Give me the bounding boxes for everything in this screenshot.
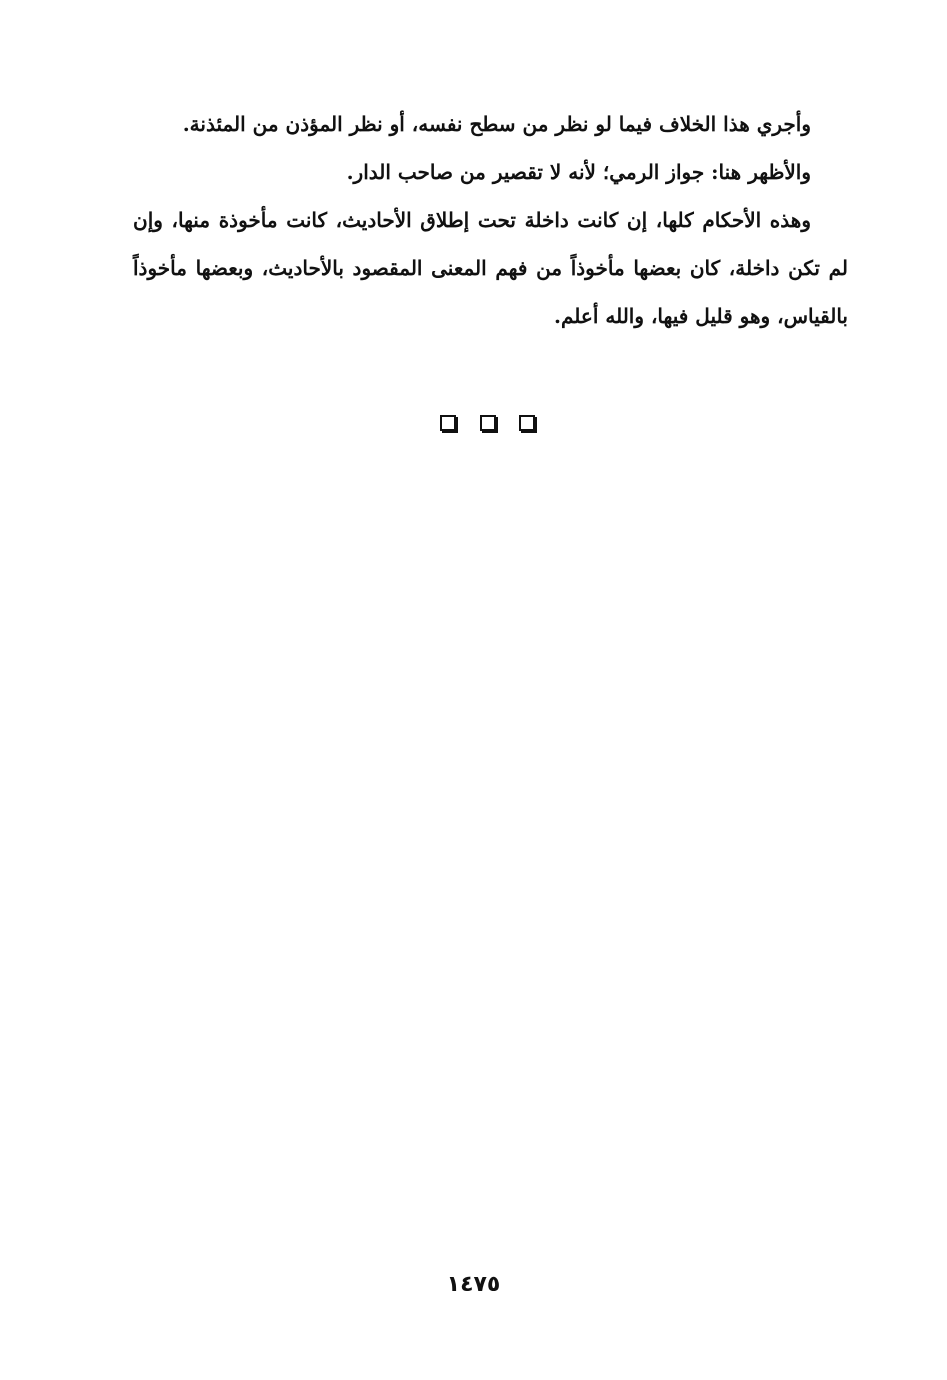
paragraph-1: وأجري هذا الخلاف فيما لو نظر من سطح نفسه، أو نظر المؤذن من المئذنة. bbox=[182, 112, 811, 136]
body-text bbox=[133, 100, 848, 340]
square-ornament-icon bbox=[480, 415, 496, 431]
square-ornament-icon bbox=[440, 415, 456, 431]
paragraph-3: وهذه الأحكام كلها، إن كانت داخلة تحت إطلاق الأحاديث، كانت مأخوذة منها، وإن لم تكن داخلة، كان بعضها مأخوذاً من فهم المعنى المقصود بالأحاديث، وبعضها مأخوذاً بالقياس، وهو قليل فيها، والله أعلم. bbox=[133, 208, 848, 328]
paragraph-2: والأظهر هنا: جواز الرمي؛ لأنه لا تقصير من صاحب الدار. bbox=[346, 160, 811, 184]
section-divider bbox=[440, 412, 535, 434]
square-ornament-icon bbox=[519, 415, 535, 431]
page-number: ١٤٧٥ bbox=[446, 1272, 501, 1297]
